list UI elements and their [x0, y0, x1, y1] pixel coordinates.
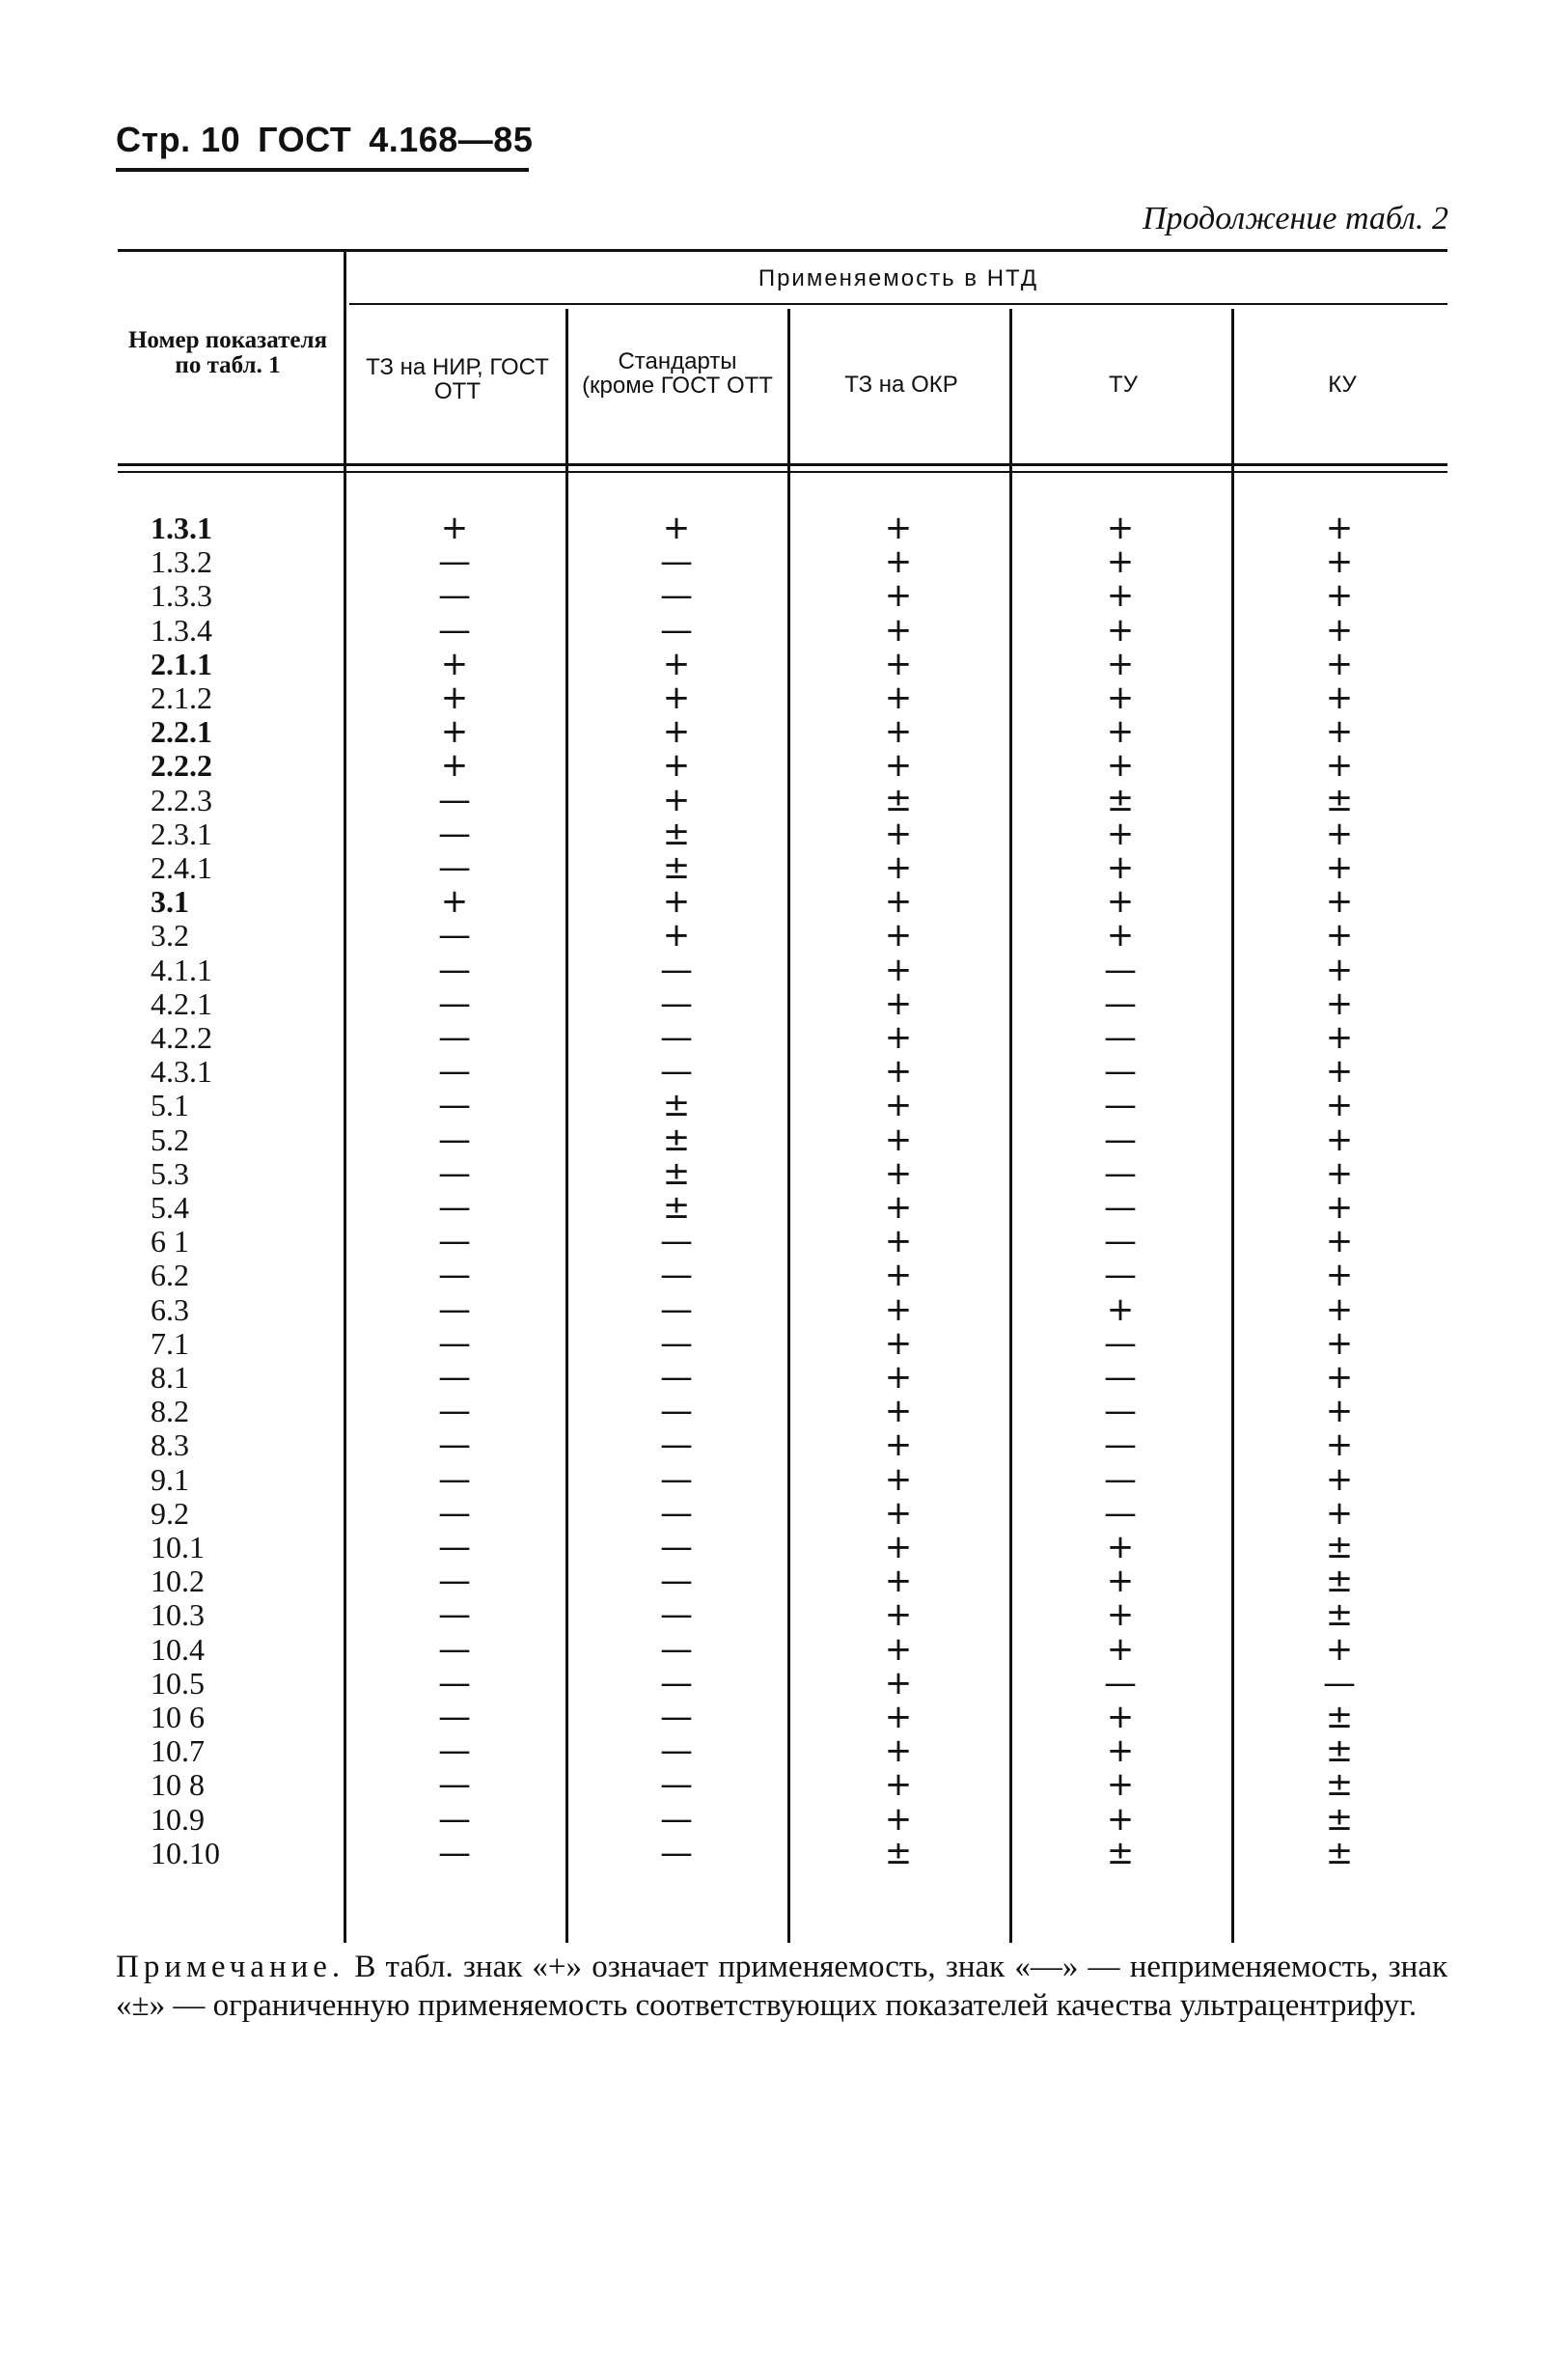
applicability-mark: +: [440, 746, 469, 786]
applicability-mark: —: [1104, 1018, 1137, 1057]
applicability-mark: +: [1325, 882, 1354, 922]
applicability-mark: —: [1104, 1120, 1137, 1159]
row-number: 8.2: [151, 1394, 189, 1429]
applicability-mark: +: [1106, 1698, 1135, 1736]
table-top-rule: [118, 249, 1447, 252]
applicability-mark: +: [884, 814, 913, 853]
applicability-mark: +: [1325, 1289, 1354, 1329]
col-divider-1: [565, 309, 568, 1943]
applicability-mark: —: [438, 780, 471, 819]
applicability-mark: +: [1325, 916, 1354, 955]
group-header-rule: [349, 303, 1447, 305]
applicability-mark: —: [1104, 1358, 1137, 1397]
applicability-mark: —: [1104, 950, 1137, 989]
applicability-mark: +: [884, 1120, 913, 1159]
applicability-mark: +: [1325, 1222, 1354, 1261]
applicability-mark: —: [660, 1731, 693, 1771]
applicability-mark: —: [438, 576, 471, 616]
standard-label: ГОСТ: [258, 120, 352, 159]
applicability-mark: +: [1325, 1425, 1354, 1465]
row-number: 10.3: [151, 1597, 205, 1633]
applicability-mark: +: [884, 1528, 913, 1566]
applicability-mark: —: [438, 1663, 471, 1702]
col-divider-2: [787, 309, 790, 1943]
row-number: 10.4: [151, 1631, 205, 1667]
applicability-mark: —: [1104, 1052, 1137, 1092]
applicability-mark: +: [1106, 610, 1135, 650]
applicability-mark: +: [440, 509, 469, 547]
col-header-tz-okr: ТЗ на ОКР: [844, 372, 958, 398]
applicability-mark: +: [1325, 1459, 1354, 1499]
row-number: 7.1: [151, 1325, 189, 1361]
applicability-mark: +: [884, 1731, 913, 1771]
applicability-mark: —: [438, 814, 471, 853]
applicability-mark: +: [1325, 1358, 1354, 1397]
applicability-mark: —: [660, 1289, 693, 1329]
applicability-mark: —: [438, 1765, 471, 1805]
applicability-mark: —: [660, 1459, 693, 1499]
page-number: Стр. 10: [116, 120, 241, 159]
applicability-mark: —: [1104, 983, 1137, 1023]
applicability-mark: +: [884, 916, 913, 955]
applicability-mark: +: [1325, 1323, 1354, 1363]
row-number: 4.2.2: [151, 1020, 212, 1055]
applicability-mark: —: [438, 1425, 471, 1465]
applicability-mark: —: [438, 1358, 471, 1397]
applicability-mark: —: [1104, 1256, 1137, 1295]
applicability-mark: —: [438, 983, 471, 1023]
applicability-mark: —: [1104, 1459, 1137, 1499]
applicability-mark: —: [438, 1799, 471, 1839]
applicability-mark: —: [1104, 1188, 1137, 1227]
applicability-mark: +: [662, 712, 691, 752]
applicability-mark: +: [662, 509, 691, 547]
applicability-mark: —: [660, 1799, 693, 1839]
applicability-mark: —: [438, 1188, 471, 1227]
applicability-mark: —: [438, 1562, 471, 1601]
applicability-mark: +: [1106, 848, 1135, 887]
applicability-mark: —: [438, 1698, 471, 1736]
row-number: 5.1: [151, 1088, 189, 1123]
applicability-mark: —: [438, 1629, 471, 1669]
applicability-mark: —: [660, 950, 693, 989]
applicability-mark: +: [884, 1595, 913, 1635]
applicability-mark: +: [440, 712, 469, 752]
applicability-mark: +: [662, 678, 691, 717]
applicability-mark: —: [438, 916, 471, 955]
applicability-mark: —: [438, 1323, 471, 1363]
applicability-mark: +: [1325, 983, 1354, 1023]
row-number: 10.9: [151, 1801, 205, 1837]
row-number: 5.3: [151, 1155, 189, 1191]
col-group-header: Применяемость в НТД: [758, 265, 1039, 291]
row-number: 9.2: [151, 1495, 189, 1531]
row-number: 2.2.1: [151, 714, 212, 750]
row-number: 9.1: [151, 1461, 189, 1497]
applicability-mark: ±: [884, 1833, 913, 1872]
applicability-mark: —: [1104, 1425, 1137, 1465]
applicability-mark: +: [884, 1562, 913, 1601]
applicability-mark: +: [884, 1765, 913, 1805]
applicability-mark: +: [1325, 509, 1354, 547]
applicability-mark: ±: [662, 814, 691, 853]
row-number: 2.3.1: [151, 816, 212, 851]
applicability-mark: +: [884, 1392, 913, 1431]
row-number: 3.2: [151, 918, 189, 954]
applicability-mark: +: [1325, 1256, 1354, 1295]
applicability-mark: +: [1106, 1562, 1135, 1601]
applicability-mark: —: [438, 610, 471, 650]
applicability-mark: ±: [1325, 1799, 1354, 1839]
applicability-mark: —: [660, 1698, 693, 1736]
row-number: 4.1.1: [151, 952, 212, 987]
applicability-mark: +: [1106, 1528, 1135, 1566]
applicability-mark: +: [1106, 916, 1135, 955]
applicability-mark: ±: [1325, 1833, 1354, 1872]
applicability-mark: +: [1106, 712, 1135, 752]
row-number: 10.10: [151, 1835, 220, 1870]
col-header-standards: Стандарты (кроме ГОСТ ОТТ: [582, 348, 773, 400]
applicability-mark: —: [660, 1323, 693, 1363]
applicability-mark: +: [884, 983, 913, 1023]
applicability-mark: —: [660, 1425, 693, 1465]
row-number: 10.1: [151, 1530, 205, 1564]
applicability-mark: —: [1104, 1153, 1137, 1193]
applicability-mark: +: [1106, 1629, 1135, 1669]
applicability-mark: +: [1325, 1629, 1354, 1669]
row-number: 1.3.4: [151, 612, 212, 648]
page-header: [116, 120, 550, 160]
row-number: 6.2: [151, 1258, 189, 1293]
col-divider-number: [344, 249, 346, 1943]
applicability-mark: +: [662, 780, 691, 819]
applicability-mark: +: [662, 916, 691, 955]
table-continuation-label: Продолжение табл. 2: [1142, 201, 1448, 236]
applicability-mark: —: [438, 1052, 471, 1092]
applicability-mark: —: [438, 542, 471, 582]
applicability-mark: —: [1104, 1086, 1137, 1125]
applicability-mark: +: [440, 678, 469, 717]
row-number: 3.1: [151, 884, 189, 920]
applicability-mark: +: [884, 1425, 913, 1465]
row-number: 10 6: [151, 1700, 205, 1734]
applicability-mark: —: [660, 1528, 693, 1566]
applicability-mark: ±: [1325, 1562, 1354, 1601]
applicability-mark: +: [1325, 1188, 1354, 1227]
applicability-mark: —: [438, 1120, 471, 1159]
applicability-mark: —: [438, 1392, 471, 1431]
applicability-mark: ±: [1325, 1698, 1354, 1736]
applicability-mark: +: [1106, 644, 1135, 683]
applicability-mark: +: [884, 610, 913, 650]
row-number: 1.3.1: [151, 511, 212, 545]
row-number: 6.3: [151, 1291, 189, 1327]
applicability-mark: +: [884, 882, 913, 922]
applicability-mark: +: [884, 1018, 913, 1057]
applicability-mark: +: [884, 950, 913, 989]
applicability-mark: ±: [662, 1086, 691, 1125]
row-number: 10.5: [151, 1665, 205, 1701]
applicability-mark: +: [884, 1663, 913, 1702]
row-number: 5.2: [151, 1121, 189, 1157]
applicability-mark: +: [1325, 1392, 1354, 1431]
applicability-mark: ±: [662, 1153, 691, 1193]
col-divider-3: [1009, 309, 1012, 1943]
applicability-mark: —: [660, 983, 693, 1023]
applicability-mark: —: [438, 1595, 471, 1635]
applicability-mark: +: [884, 576, 913, 616]
applicability-mark: +: [884, 678, 913, 717]
applicability-mark: +: [1325, 712, 1354, 752]
applicability-mark: —: [1104, 1392, 1137, 1431]
applicability-mark: +: [884, 1358, 913, 1397]
applicability-mark: +: [1325, 678, 1354, 717]
applicability-mark: +: [884, 1222, 913, 1261]
applicability-mark: +: [1325, 746, 1354, 786]
applicability-mark: ±: [1325, 1595, 1354, 1635]
applicability-mark: +: [1325, 1120, 1354, 1159]
applicability-mark: +: [884, 542, 913, 582]
applicability-mark: —: [1104, 1663, 1137, 1702]
applicability-mark: +: [440, 882, 469, 922]
applicability-mark: —: [438, 848, 471, 887]
applicability-mark: +: [1106, 814, 1135, 853]
applicability-mark: +: [1325, 542, 1354, 582]
header-bottom-rule-2: [118, 471, 1447, 473]
applicability-mark: +: [1106, 1799, 1135, 1839]
applicability-mark: —: [1104, 1493, 1137, 1533]
applicability-mark: —: [660, 1358, 693, 1397]
applicability-mark: +: [884, 1799, 913, 1839]
applicability-mark: —: [1323, 1663, 1356, 1702]
row-number: 1.3.2: [151, 544, 212, 580]
applicability-mark: +: [1106, 678, 1135, 717]
row-number: 10 8: [151, 1767, 205, 1803]
applicability-mark: +: [1325, 814, 1354, 853]
applicability-mark: +: [1325, 644, 1354, 683]
applicability-mark: +: [884, 1052, 913, 1092]
header-bottom-rule: [118, 463, 1447, 466]
applicability-table: [118, 249, 1447, 1943]
applicability-mark: +: [1106, 1289, 1135, 1329]
applicability-mark: —: [438, 1086, 471, 1125]
applicability-mark: +: [1325, 1153, 1354, 1193]
table-note: [116, 1948, 1447, 2025]
applicability-mark: —: [660, 1052, 693, 1092]
applicability-mark: —: [660, 1562, 693, 1601]
applicability-mark: +: [884, 1698, 913, 1736]
applicability-mark: +: [1106, 542, 1135, 582]
applicability-mark: +: [1325, 1086, 1354, 1125]
applicability-mark: —: [438, 1222, 471, 1261]
applicability-mark: —: [660, 1765, 693, 1805]
applicability-mark: +: [884, 509, 913, 547]
row-number: 5.4: [151, 1190, 189, 1225]
applicability-mark: +: [1106, 509, 1135, 547]
col-divider-4: [1231, 309, 1234, 1943]
applicability-mark: —: [438, 1018, 471, 1057]
row-number: 2.4.1: [151, 850, 212, 885]
applicability-mark: —: [660, 1222, 693, 1261]
applicability-mark: —: [438, 1528, 471, 1566]
note-heading: Примечание.: [116, 1950, 345, 1984]
col-header-ku: КУ: [1328, 372, 1357, 398]
applicability-mark: —: [660, 1493, 693, 1533]
applicability-mark: +: [884, 848, 913, 887]
applicability-mark: +: [1106, 746, 1135, 786]
applicability-mark: +: [1325, 950, 1354, 989]
applicability-mark: +: [1325, 610, 1354, 650]
row-number: 2.1.1: [151, 646, 212, 681]
applicability-mark: +: [884, 746, 913, 786]
applicability-mark: —: [438, 1833, 471, 1872]
row-number: 4.3.1: [151, 1054, 212, 1090]
row-number: 2.2.2: [151, 748, 212, 784]
applicability-mark: ±: [1325, 1528, 1354, 1566]
row-number: 2.1.2: [151, 680, 212, 715]
row-number: 6 1: [151, 1224, 189, 1259]
applicability-mark: —: [660, 1663, 693, 1702]
applicability-mark: —: [660, 610, 693, 650]
applicability-mark: ±: [884, 780, 913, 819]
row-number: 8.3: [151, 1427, 189, 1463]
row-number: 4.2.1: [151, 985, 212, 1021]
applicability-mark: +: [440, 644, 469, 683]
applicability-mark: ±: [1325, 1731, 1354, 1771]
applicability-mark: ±: [1325, 1765, 1354, 1805]
applicability-mark: +: [1325, 848, 1354, 887]
applicability-mark: —: [438, 1289, 471, 1329]
applicability-mark: +: [884, 1629, 913, 1669]
applicability-mark: +: [884, 644, 913, 683]
standard-number: 4.168—85: [369, 120, 534, 159]
applicability-mark: —: [438, 1493, 471, 1533]
applicability-mark: +: [884, 1086, 913, 1125]
applicability-mark: +: [884, 1188, 913, 1227]
col-header-tz-nir: ТЗ на НИР, ГОСТ ОТТ: [366, 354, 549, 405]
applicability-mark: —: [660, 542, 693, 582]
row-number: 1.3.3: [151, 578, 212, 614]
applicability-mark: —: [660, 576, 693, 616]
applicability-mark: +: [1106, 1765, 1135, 1805]
applicability-mark: +: [1325, 576, 1354, 616]
applicability-mark: —: [438, 1459, 471, 1499]
applicability-mark: +: [1325, 1052, 1354, 1092]
applicability-mark: +: [662, 644, 691, 683]
applicability-mark: +: [884, 1153, 913, 1193]
row-number: 10.7: [151, 1733, 205, 1769]
applicability-mark: —: [438, 1153, 471, 1193]
applicability-mark: —: [660, 1595, 693, 1635]
applicability-mark: ±: [662, 1120, 691, 1159]
applicability-mark: ±: [1106, 780, 1135, 819]
applicability-mark: ±: [1106, 1833, 1135, 1872]
applicability-mark: —: [660, 1018, 693, 1057]
col-header-tu: ТУ: [1109, 372, 1138, 398]
applicability-mark: +: [884, 1323, 913, 1363]
applicability-mark: +: [884, 712, 913, 752]
applicability-mark: —: [438, 950, 471, 989]
applicability-mark: —: [438, 1731, 471, 1771]
row-number: 8.1: [151, 1360, 189, 1395]
applicability-mark: —: [1104, 1222, 1137, 1261]
col-header-number: Номер показателя по табл. 1: [127, 327, 327, 379]
applicability-mark: +: [1106, 882, 1135, 922]
row-number: 2.2.3: [151, 782, 212, 817]
applicability-mark: +: [1325, 1493, 1354, 1533]
header-rule: [116, 168, 529, 172]
applicability-mark: —: [660, 1833, 693, 1872]
note-text: В табл. знак «+» означает применяемость, знак «—» — неприменяемость, знак «±» — ограниченную применяемость соответствующих показателей качества ультрацентрифуг.: [116, 1950, 1447, 2023]
applicability-mark: +: [1106, 1595, 1135, 1635]
applicability-mark: +: [884, 1459, 913, 1499]
applicability-mark: —: [438, 1256, 471, 1295]
applicability-mark: +: [662, 882, 691, 922]
applicability-mark: —: [660, 1256, 693, 1295]
applicability-mark: ±: [1325, 780, 1354, 819]
applicability-mark: —: [1104, 1323, 1137, 1363]
applicability-mark: +: [662, 746, 691, 786]
applicability-mark: —: [660, 1392, 693, 1431]
applicability-mark: +: [1325, 1018, 1354, 1057]
applicability-mark: +: [884, 1256, 913, 1295]
applicability-mark: +: [1106, 576, 1135, 616]
applicability-mark: —: [660, 1629, 693, 1669]
applicability-mark: +: [884, 1289, 913, 1329]
applicability-mark: ±: [662, 1188, 691, 1227]
applicability-mark: +: [1106, 1731, 1135, 1771]
row-number: 10.2: [151, 1564, 205, 1599]
applicability-mark: +: [884, 1493, 913, 1533]
applicability-mark: ±: [662, 848, 691, 887]
